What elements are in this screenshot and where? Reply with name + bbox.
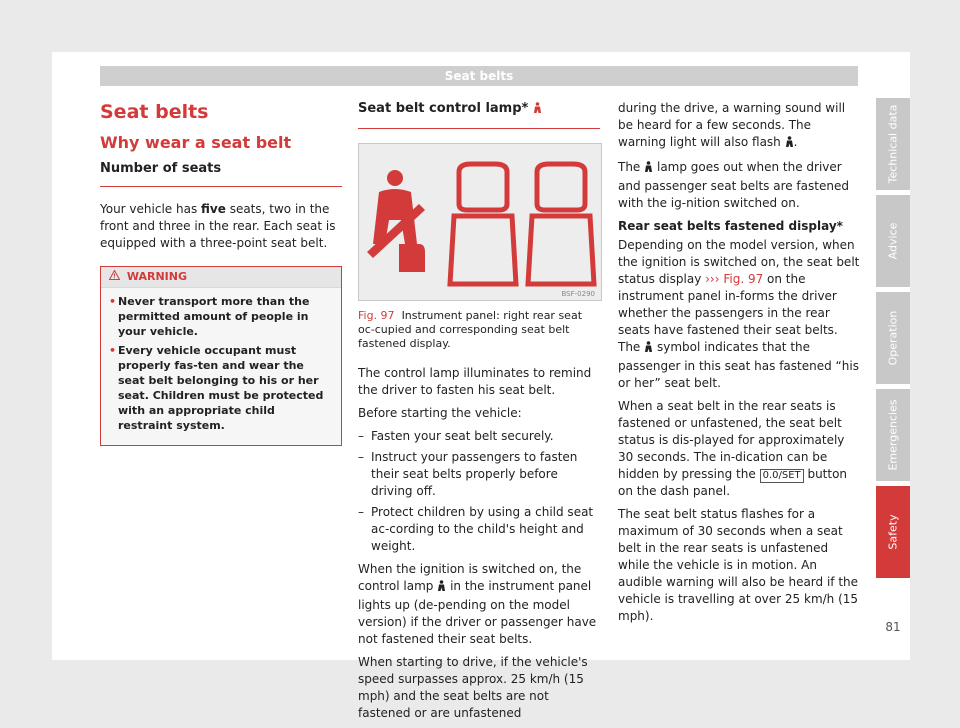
flash-paragraph: The seat belt status flashes for a maximum of 30 seconds when a seat belt in the rear seats is unfastened while the vehicle is in motion. An audible warning will also be heard if the vehicle is travelling at over 25 km/h (15 mph). xyxy=(618,507,859,623)
tab-emergencies[interactable]: Emergencies xyxy=(876,389,910,481)
lamp-heading: Seat belt control lamp* xyxy=(358,100,600,129)
driver-seatbelt-icon xyxy=(367,170,425,272)
rear-seat-center-icon xyxy=(450,164,516,284)
warning-label: WARNING xyxy=(126,270,187,283)
seat-belt-display-illustration xyxy=(359,144,601,300)
column-middle xyxy=(358,100,600,728)
column-right xyxy=(618,100,860,631)
rear-display-heading: Rear seat belts fastened display* xyxy=(618,219,843,233)
tab-safety[interactable]: Safety xyxy=(876,486,910,578)
set-key-label: 0.0/SET xyxy=(760,469,804,483)
warning-body xyxy=(101,288,341,445)
running-header: Seat belts xyxy=(100,66,858,86)
warning-item: • Every vehicle occupant must properly fas-ten and wear the seat belt belonging to his or her seat. Children must be protected with an appropriate child restraint system. xyxy=(109,344,324,432)
instruction-item: – Instruct your passengers to fasten their seat belts properly before driving off. xyxy=(358,450,578,498)
column-left xyxy=(100,100,342,446)
instruction-item: – Fasten your seat belt securely. xyxy=(358,429,554,443)
lamp-off-paragraph: The lamp goes out when the driver and passenger seat belts are fastened with the ig-nition switched on. xyxy=(618,160,849,210)
status-display-paragraph: When a seat belt in the rear seats is fastened or unfastened, the seat belt status is dis-played for approximately 30 seconds. The in-dication can be hidden by pressing the 0.0/SET button on the dash panel. xyxy=(618,399,848,498)
tab-technical-data[interactable]: Technical data xyxy=(876,98,910,190)
seatbelt-person-icon xyxy=(437,580,446,597)
page-number: 81 xyxy=(885,620,901,634)
section-title: Why wear a seat belt xyxy=(100,133,292,152)
rear-display-paragraph: Depending on the model version, when the ignition is switched on, the seat belt status display ››› Fig. 97 on the instrument panel in-forms the driver whether the passengers in the rear seats have fastened their seat belts. The symbol indicates that the passenger in this seat has fastened “his or her” seat belt. xyxy=(618,238,860,390)
warning-triangle-icon xyxy=(109,267,123,287)
warning-sound-paragraph: during the drive, a warning sound will be heard for a few seconds. The warning light will also flash . xyxy=(618,100,860,153)
before-starting-label: Before starting the vehicle: xyxy=(358,406,522,420)
chapter-tabs xyxy=(876,98,910,583)
seatbelt-person-icon xyxy=(533,102,542,120)
subsection-title: Number of seats xyxy=(100,160,342,187)
figure-link[interactable]: ››› Fig. 97 xyxy=(705,272,764,286)
warning-item: • Never transport more than the permitted amount of people in your vehicle. xyxy=(109,295,310,338)
chapter-title: Seat belts xyxy=(100,101,209,123)
rear-seat-right-icon xyxy=(528,164,594,284)
seatbelt-person-icon xyxy=(785,136,794,153)
speed-paragraph: When starting to drive, if the vehicle's speed surpasses approx. 25 km/h (15 mph) and the seat belts are not fastened or are unfastened xyxy=(358,655,588,720)
seatbelt-person-icon xyxy=(644,161,653,178)
figure-seat-belt-display xyxy=(358,143,602,301)
tab-advice[interactable]: Advice xyxy=(876,195,910,287)
warning-box xyxy=(100,266,342,446)
figure-caption: Fig. 97 Instrument panel: right rear seat oc-cupied and corresponding seat belt fastened display. xyxy=(358,309,583,350)
warning-header xyxy=(101,267,341,288)
instruction-item: – Protect children by using a child seat ac-cording to the child's height and weight. xyxy=(358,505,594,553)
tab-operation[interactable]: Operation xyxy=(876,292,910,384)
lamp-paragraph: The control lamp illuminates to remind the driver to fasten his seat belt. xyxy=(358,366,592,397)
seatbelt-person-icon xyxy=(644,341,653,358)
ignition-paragraph: When the ignition is switched on, the control lamp in the instrument panel lights up (de-pending on the model version) if the driver or passenger have not fastened their seat belts. xyxy=(358,562,597,646)
figure-code: BSF-0290 xyxy=(561,290,595,298)
seats-paragraph: Your vehicle has five seats, two in the front and three in the rear. Each seat is equipped with a three-point seat belt. xyxy=(100,202,336,250)
